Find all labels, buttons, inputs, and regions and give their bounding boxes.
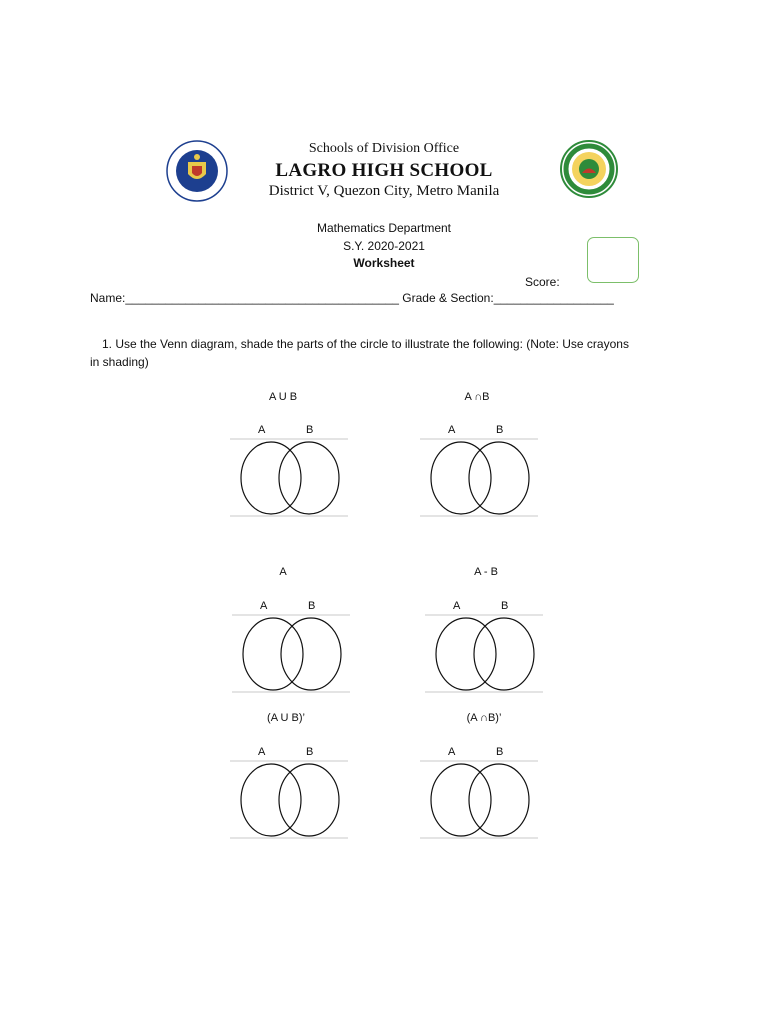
venn-diagram[interactable] bbox=[420, 758, 540, 840]
score-label: Score: bbox=[525, 275, 560, 289]
circle-a bbox=[241, 764, 301, 836]
set-b-label: B bbox=[501, 600, 509, 612]
circle-b bbox=[469, 764, 529, 836]
instruction-line-2: in shading) bbox=[90, 355, 149, 369]
set-b-label: B bbox=[496, 424, 504, 436]
instruction-line-1: 1. Use the Venn diagram, shade the parts of the circle to illustrate the following: (Note: Use crayons bbox=[102, 337, 629, 351]
venn-diagram[interactable] bbox=[232, 612, 352, 694]
school-address: District V, Quezon City, Metro Manila bbox=[268, 183, 500, 199]
set-a-label: A bbox=[258, 424, 266, 436]
name-grade-section-line[interactable]: Name:_________________________________________ Grade & Section:__________________ bbox=[90, 291, 614, 305]
circle-a bbox=[431, 764, 491, 836]
set-a-label: A bbox=[260, 600, 268, 612]
venn-diagram[interactable] bbox=[425, 612, 545, 694]
set-b-label: B bbox=[306, 424, 314, 436]
diagram-title: A ∩B bbox=[464, 391, 490, 403]
circle-b bbox=[279, 764, 339, 836]
score-box[interactable] bbox=[587, 237, 639, 283]
diagram-title: (A U B)’ bbox=[267, 712, 305, 724]
diagram-title: (A ∩B)’ bbox=[466, 712, 502, 724]
circle-a bbox=[241, 442, 301, 514]
circle-b bbox=[469, 442, 529, 514]
office-title: Schools of Division Office bbox=[308, 141, 460, 156]
circle-a bbox=[436, 618, 496, 690]
circle-a bbox=[431, 442, 491, 514]
venn-diagram[interactable] bbox=[230, 436, 350, 518]
circle-b bbox=[281, 618, 341, 690]
set-a-label: A bbox=[448, 424, 456, 436]
diagram-title: A - B bbox=[474, 566, 498, 578]
venn-diagram[interactable] bbox=[230, 758, 350, 840]
department-label: Mathematics Department bbox=[316, 221, 452, 235]
diagram-title: A U B bbox=[268, 391, 298, 403]
diagram-title: A bbox=[279, 566, 287, 578]
set-b-label: B bbox=[308, 600, 316, 612]
set-a-label: A bbox=[448, 746, 456, 758]
set-b-label: B bbox=[306, 746, 314, 758]
circle-b bbox=[474, 618, 534, 690]
set-a-label: A bbox=[258, 746, 266, 758]
venn-diagram[interactable] bbox=[420, 436, 540, 518]
set-a-label: A bbox=[453, 600, 461, 612]
circle-a bbox=[243, 618, 303, 690]
set-b-label: B bbox=[496, 746, 504, 758]
worksheet-title: Worksheet bbox=[353, 256, 415, 270]
circle-b bbox=[279, 442, 339, 514]
school-name: LAGRO HIGH SCHOOL bbox=[275, 160, 493, 181]
school-year-label: S.Y. 2020-2021 bbox=[343, 239, 425, 253]
